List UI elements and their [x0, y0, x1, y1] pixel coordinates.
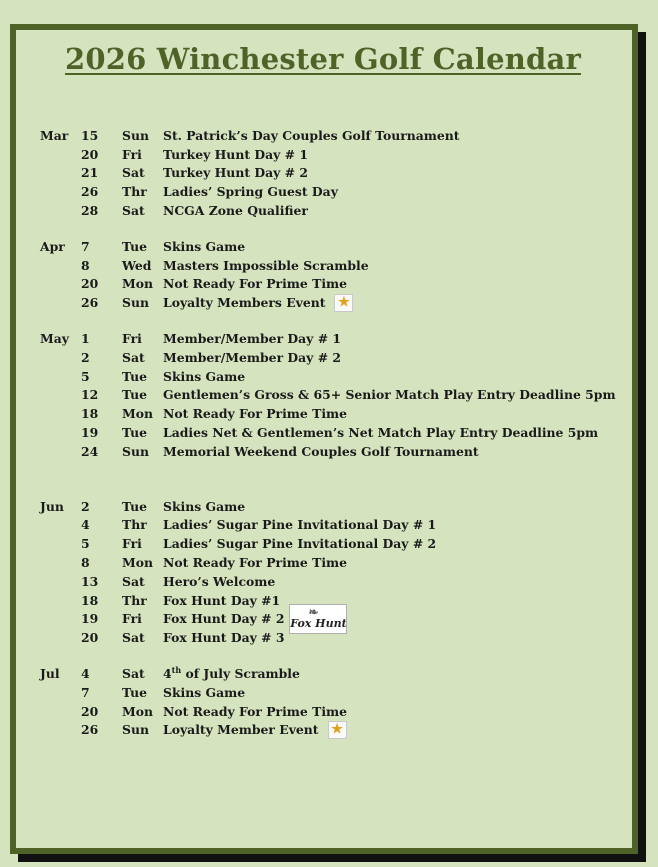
- event-weekday: Mon: [122, 555, 153, 571]
- event-name-wrap: [163, 128, 460, 143]
- event-name-wrap: [163, 555, 347, 570]
- event-row: [40, 721, 648, 740]
- month-label: Jul: [40, 666, 60, 682]
- event-day: 8: [81, 555, 90, 571]
- event-day: 4: [81, 666, 90, 682]
- event-name: Loyalty Member Event: [163, 722, 319, 738]
- event-name: Ladies’ Spring Guest Day: [163, 184, 338, 200]
- event-name-wrap: [163, 604, 347, 631]
- event-row: [40, 572, 648, 591]
- event-name: Loyalty Members Event: [163, 295, 326, 311]
- event-name: Masters Impossible Scramble: [163, 257, 369, 273]
- event-name: Skins Game: [163, 368, 246, 384]
- event-weekday: Sun: [122, 295, 149, 311]
- event-name-text: of July Scramble: [181, 666, 300, 682]
- event-row: [40, 145, 648, 164]
- event-day: 19: [81, 611, 99, 627]
- event-name: Ladies Net & Gentlemen’s Net Match Play Entry Deadline 5pm: [163, 425, 599, 441]
- event-day: 24: [81, 443, 99, 459]
- event-row: [40, 275, 648, 294]
- event-row: [40, 664, 648, 683]
- event-name: Fox Hunt Day # 2: [163, 611, 285, 627]
- month-label: Apr: [40, 238, 65, 254]
- event-name-wrap: [163, 350, 341, 365]
- event-day: 5: [81, 368, 90, 384]
- event-name: Hero’s Welcome: [163, 573, 276, 589]
- event-name: Ladies’ Sugar Pine Invitational Day # 2: [163, 536, 437, 552]
- event-row: [40, 604, 648, 631]
- event-name-wrap: [163, 666, 300, 681]
- event-day: 7: [81, 684, 90, 700]
- event-row: [40, 683, 648, 702]
- event-row: [40, 256, 648, 275]
- event-name-wrap: [163, 536, 436, 551]
- event-row: [40, 386, 648, 405]
- event-weekday: Sun: [122, 127, 149, 143]
- event-day: 19: [81, 425, 99, 441]
- event-day: 20: [81, 276, 99, 292]
- event-day: 20: [81, 703, 99, 719]
- month-group-jun: [40, 497, 648, 647]
- month-group-jul: [40, 664, 648, 739]
- event-name-wrap: [163, 165, 308, 180]
- event-name-wrap: [163, 276, 347, 291]
- event-weekday: Mon: [122, 276, 153, 292]
- event-weekday: Sat: [122, 573, 145, 589]
- event-row: [40, 164, 648, 183]
- event-day: 20: [81, 630, 99, 646]
- month-label: May: [40, 331, 69, 347]
- event-weekday: Tue: [122, 238, 147, 254]
- event-day: 2: [81, 498, 90, 514]
- event-row: [40, 553, 648, 572]
- event-name: Skins Game: [163, 684, 246, 700]
- event-row: [40, 182, 648, 201]
- event-name-wrap: [163, 239, 245, 254]
- month-label: Mar: [40, 127, 69, 143]
- event-weekday: Sat: [122, 349, 145, 365]
- event-day: 12: [81, 387, 99, 403]
- event-row: [40, 497, 648, 516]
- event-name: Fox Hunt Day # 3: [163, 630, 285, 646]
- event-name: Ladies’ Sugar Pine Invitational Day # 1: [163, 517, 437, 533]
- event-name-wrap: [163, 184, 338, 199]
- event-day: 26: [81, 184, 99, 200]
- event-day: 21: [81, 165, 99, 181]
- event-day: 15: [81, 127, 99, 143]
- event-name-number: 4: [163, 666, 172, 682]
- event-weekday: Mon: [122, 406, 153, 422]
- event-row: [40, 516, 648, 535]
- event-weekday: Thr: [122, 517, 147, 533]
- event-name-wrap: [163, 704, 347, 719]
- fox-hunt-logo: [289, 604, 347, 634]
- event-weekday: Sat: [122, 165, 145, 181]
- event-day: 20: [81, 146, 99, 162]
- event-name: Gentlemen’s Gross & 65+ Senior Match Play Entry Deadline 5pm: [163, 387, 616, 403]
- event-row: [40, 534, 648, 553]
- event-name: Turkey Hunt Day # 1: [163, 146, 308, 162]
- fox-hunt-logo-text: Fox Hunt: [290, 617, 347, 631]
- event-name-wrap: [163, 294, 353, 312]
- event-weekday: Wed: [122, 257, 152, 273]
- event-day: 8: [81, 257, 90, 273]
- event-weekday: Thr: [122, 184, 147, 200]
- star-icon: ★: [334, 294, 353, 312]
- event-weekday: Sat: [122, 630, 145, 646]
- event-weekday: Fri: [122, 611, 142, 627]
- event-name-wrap: [163, 517, 436, 532]
- month-group-mar: [40, 126, 648, 220]
- event-weekday: Sun: [122, 443, 149, 459]
- event-day: 5: [81, 536, 90, 552]
- event-name: Turkey Hunt Day # 2: [163, 165, 308, 181]
- event-name-wrap: [163, 721, 347, 739]
- event-weekday: Tue: [122, 368, 147, 384]
- event-day: 1: [81, 331, 90, 347]
- event-day: 28: [81, 203, 99, 219]
- event-name: Not Ready For Prime Time: [163, 703, 348, 719]
- event-row: [40, 126, 648, 145]
- event-name-wrap: [163, 685, 245, 700]
- event-row: [40, 201, 648, 220]
- event-name: Not Ready For Prime Time: [163, 276, 348, 292]
- event-name-wrap: [163, 387, 616, 402]
- event-row: [40, 348, 648, 367]
- event-weekday: Tue: [122, 387, 147, 403]
- event-row: [40, 702, 648, 721]
- event-row: [40, 293, 648, 312]
- event-name: Member/Member Day # 2: [163, 349, 342, 365]
- event-name: Not Ready For Prime Time: [163, 406, 348, 422]
- event-row: [40, 329, 648, 348]
- event-day: 26: [81, 722, 99, 738]
- event-row: [40, 442, 648, 461]
- event-name-wrap: [163, 406, 347, 421]
- event-day: 13: [81, 573, 99, 589]
- event-row: [40, 367, 648, 386]
- event-name: Memorial Weekend Couples Golf Tournament: [163, 443, 479, 459]
- event-weekday: Fri: [122, 146, 142, 162]
- event-weekday: Tue: [122, 498, 147, 514]
- event-name: Not Ready For Prime Time: [163, 555, 348, 571]
- page-title: 2026 Winchester Golf Calendar: [65, 42, 581, 76]
- event-name-wrap: [163, 369, 245, 384]
- event-name-wrap: [163, 258, 369, 273]
- event-name: Fox Hunt Day #1: [163, 592, 281, 608]
- event-name-wrap: [163, 425, 598, 440]
- event-row: [40, 237, 648, 256]
- event-day: 26: [81, 295, 99, 311]
- event-name-wrap: [163, 574, 275, 589]
- events-list: [40, 126, 648, 756]
- event-name: NCGA Zone Qualifier: [163, 203, 308, 219]
- event-weekday: Sun: [122, 722, 149, 738]
- event-weekday: Mon: [122, 703, 153, 719]
- event-row: [40, 423, 648, 442]
- event-day: 18: [81, 592, 99, 608]
- event-name: Skins Game: [163, 238, 246, 254]
- month-group-apr: [40, 237, 648, 312]
- event-weekday: Sat: [122, 666, 145, 682]
- event-name-suffix: th: [171, 664, 182, 675]
- event-name-wrap: [163, 331, 341, 346]
- event-name-wrap: [163, 444, 479, 459]
- month-label: Jun: [40, 498, 64, 514]
- event-row: [40, 404, 648, 423]
- event-name: Member/Member Day # 1: [163, 331, 342, 347]
- fox-icon: ❧: [308, 604, 319, 619]
- event-weekday: Tue: [122, 425, 147, 441]
- star-icon: ★: [328, 721, 347, 739]
- event-day: 7: [81, 238, 90, 254]
- month-group-may: [40, 329, 648, 461]
- event-day: 4: [81, 517, 90, 533]
- event-name: [163, 666, 300, 681]
- event-name: Skins Game: [163, 498, 246, 514]
- event-weekday: Tue: [122, 684, 147, 700]
- event-name: St. Patrick’s Day Couples Golf Tournament: [163, 127, 460, 143]
- event-name-wrap: [163, 593, 280, 608]
- event-name-wrap: [163, 147, 308, 162]
- event-name-wrap: [163, 203, 308, 218]
- event-weekday: Fri: [122, 331, 142, 347]
- event-name-wrap: [163, 499, 245, 514]
- event-weekday: Sat: [122, 203, 145, 219]
- event-day: 2: [81, 349, 90, 365]
- event-name-wrap: [163, 630, 284, 645]
- event-weekday: Thr: [122, 592, 147, 608]
- event-day: 18: [81, 406, 99, 422]
- event-weekday: Fri: [122, 536, 142, 552]
